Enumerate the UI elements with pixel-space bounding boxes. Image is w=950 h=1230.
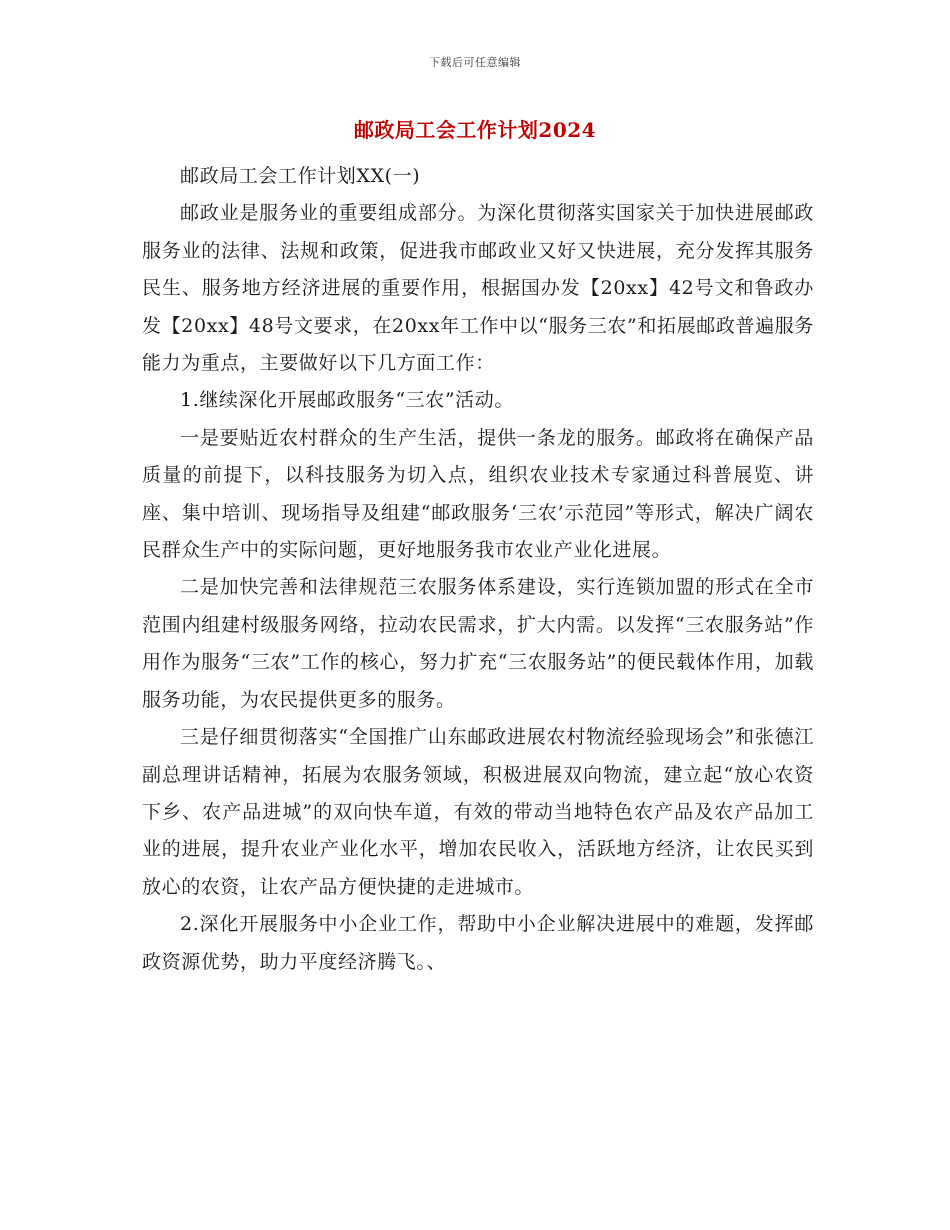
paragraph-point-2: 二是加快完善和法律规范三农服务体系建设，实行连锁加盟的形式在全市范围内组建村级服务网络，拉动农民需求，扩大内需。以发挥“三农服务站”作用作为服务“三农”工作的核心，努力扩充“三农服务站”的便民载体作用，加载服务功能，为农民提供更多的服务。 [142,576,814,711]
document-body [142,158,814,981]
document-title: 邮政局工会工作计划2024 [353,118,597,142]
paragraph-intro: 邮政业是服务业的重要组成部分。为深化贯彻落实国家关于加快进展邮政服务业的法律、法规和政策，促进我市邮政业又好又快进展，充分发挥其服务民生、服务地方经济进展的重要作用，根据国办发【20xx】42号文和鲁政办发【20xx】48号文要求，在20xx年工作中以“服务三农”和拓展邮政普遍服务能力为重点，主要做好以下几方面工作： [142,202,814,375]
page-header-note: 下载后可任意编辑 [429,56,521,69]
paragraph-section-1-heading: 1.继续深化开展邮政服务“三农”活动。 [180,389,514,412]
paragraph-point-1: 一是要贴近农村群众的生产生活，提供一条龙的服务。邮政将在确保产品质量的前提下，以科技服务为切入点，组织农业技术专家通过科普展览、讲座、集中培训、现场指导及组建“邮政服务‘三农’示范园”等形式，解决广阔农民群众生产中的实际问题，更好地服务我市农业产业化进展。 [142,426,814,562]
paragraph-section-2-heading: 2.深化开展服务中小企业工作，帮助中小企业解决进展中的难题，发挥邮政资源优势，助力平度经济腾飞。、 [142,913,814,973]
paragraph-subtitle: 邮政局工会工作计划XX(一) [180,165,421,187]
paragraph-point-3: 三是仔细贯彻落实“全国推广山东邮政进展农村物流经验现场会”和张德江副总理讲话精神，拓展为农服务领域，积极进展双向物流，建立起“放心农资下乡、农产品进城”的双向快车道，有效的带动当地特色农产品及农产品加工业的进展，提升农业产业化水平，增加农民收入，活跃地方经济，让农民买到放心的农资，让农产品方便快捷的走进城市。 [142,726,814,898]
